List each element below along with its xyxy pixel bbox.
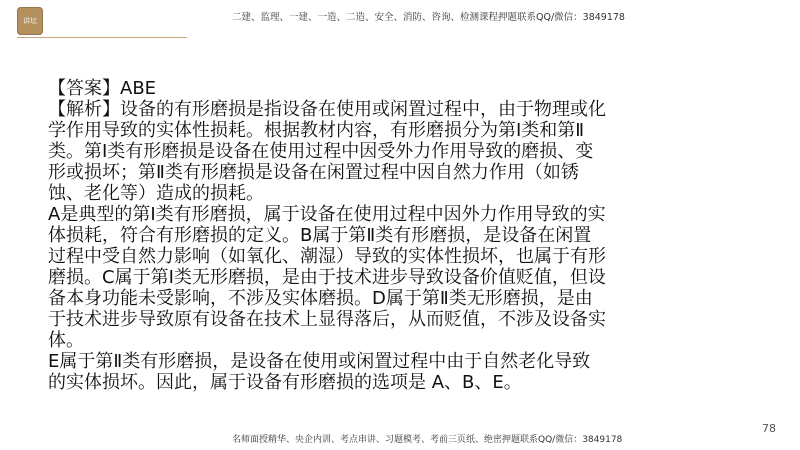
header-divider	[17, 37, 187, 38]
logo	[17, 7, 43, 35]
answer-explanation	[48, 78, 608, 393]
logo-text: 讲坛	[23, 17, 37, 25]
page-number: 78	[762, 422, 776, 435]
footer-banner: 名师面授精华、央企内训、考点串讲、习题模考、考前三页纸、绝密押题联系QQ/微信：3849178	[232, 435, 623, 445]
answer-line: 【答案】ABE	[48, 78, 157, 99]
header-banner: 二建、监理、一建、一造、二造、安全、消防、咨询、检测课程押题联系QQ/微信：3849178	[232, 12, 625, 23]
analysis-paragraph-2: A是典型的第Ⅰ类有形磨损，属于设备在使用过程中因外力作用导致的实体损耗，符合有形磨损的定义。B属于第Ⅱ类有形磨损，是设备在闲置过程中受自然力影响（如氧化、潮湿）导致的实体性损坏，也属于有形磨损。C属于第Ⅰ类无形磨损，是由于技术进步导致设备价值贬值，但设备本身功能未受影响，不涉及实体磨损。D属于第Ⅱ类无形磨损，是由于技术进步导致原有设备在技术上显得落后，从而贬值，不涉及设备实体。	[48, 204, 606, 351]
analysis-paragraph-3: E属于第Ⅱ类有形磨损，是设备在使用或闲置过程中由于自然老化导致的实体损坏。因此，属于设备有形磨损的选项是 A、B、E。	[48, 351, 591, 393]
analysis-paragraph-1: 【解析】设备的有形磨损是指设备在使用或闲置过程中，由于物理或化学作用导致的实体性损耗。根据教材内容，有形磨损分为第Ⅰ类和第Ⅱ类。第Ⅰ类有形磨损是设备在使用过程中因受外力作用导致的磨损、变形或损坏；第Ⅱ类有形磨损是设备在闲置过程中因自然力作用（如锈蚀、老化等）造成的损耗。	[48, 99, 606, 204]
